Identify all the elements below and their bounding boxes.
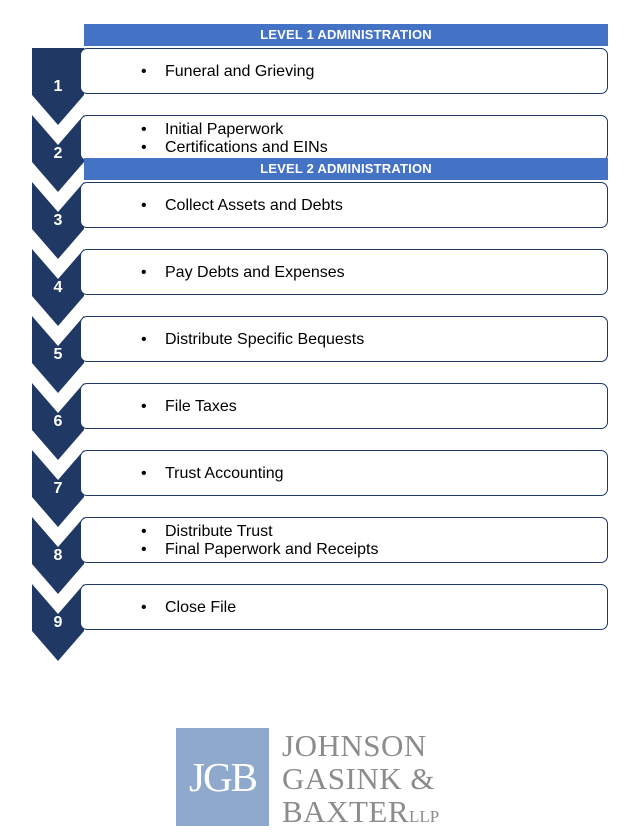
step-item-list xyxy=(165,465,284,483)
step-number: 9 xyxy=(53,614,63,631)
step-number: 1 xyxy=(53,78,63,95)
step-item-list xyxy=(165,331,364,349)
step-5-box xyxy=(80,316,608,362)
step-number: 3 xyxy=(53,212,63,229)
step-item: • Certifications and EINs xyxy=(165,139,328,157)
step-3-box xyxy=(80,182,608,228)
step-1-box xyxy=(80,48,608,94)
step-number: 2 xyxy=(53,145,63,162)
step-item: • Close File xyxy=(165,599,236,617)
step-item: • Distribute Specific Bequests xyxy=(165,331,364,349)
step-number: 6 xyxy=(53,413,63,430)
step-number: 5 xyxy=(53,346,63,363)
step-item: • File Taxes xyxy=(165,398,237,416)
step-item-list xyxy=(165,197,343,215)
step-item: • Pay Debts and Expenses xyxy=(165,264,345,282)
level-header-2: LEVEL 2 ADMINISTRATION xyxy=(84,158,608,180)
logo-line-3-text: BAXTER xyxy=(282,794,409,829)
step-item-list xyxy=(165,121,328,157)
logo-mark: JGB xyxy=(176,728,269,826)
step-item: • Final Paperwork and Receipts xyxy=(165,541,378,559)
logo-line-3 xyxy=(282,796,439,833)
step-4-box xyxy=(80,249,608,295)
logo-line-2: GASINK & xyxy=(282,761,435,796)
step-item-list xyxy=(165,398,237,416)
step-item: • Trust Accounting xyxy=(165,465,284,483)
step-number: 8 xyxy=(53,547,63,564)
step-9-box xyxy=(80,584,608,630)
step-number: 4 xyxy=(53,279,63,296)
step-item-list xyxy=(165,523,378,559)
step-item: • Funeral and Grieving xyxy=(165,63,314,81)
step-number: 7 xyxy=(53,480,63,497)
step-item-list xyxy=(165,264,345,282)
step-item-list xyxy=(165,63,314,81)
step-item-list xyxy=(165,599,236,617)
step-2-box xyxy=(80,115,608,161)
step-7-box xyxy=(80,450,608,496)
step-6-box xyxy=(80,383,608,429)
step-item: • Distribute Trust xyxy=(165,523,378,541)
step-item: • Collect Assets and Debts xyxy=(165,197,343,215)
level-header-1: LEVEL 1 ADMINISTRATION xyxy=(84,24,608,46)
logo-line-1: JOHNSON xyxy=(282,728,427,763)
step-8-box xyxy=(80,517,608,563)
firm-logo xyxy=(176,728,446,829)
logo-suffix: LLP xyxy=(409,807,440,826)
step-item: • Initial Paperwork xyxy=(165,121,328,139)
